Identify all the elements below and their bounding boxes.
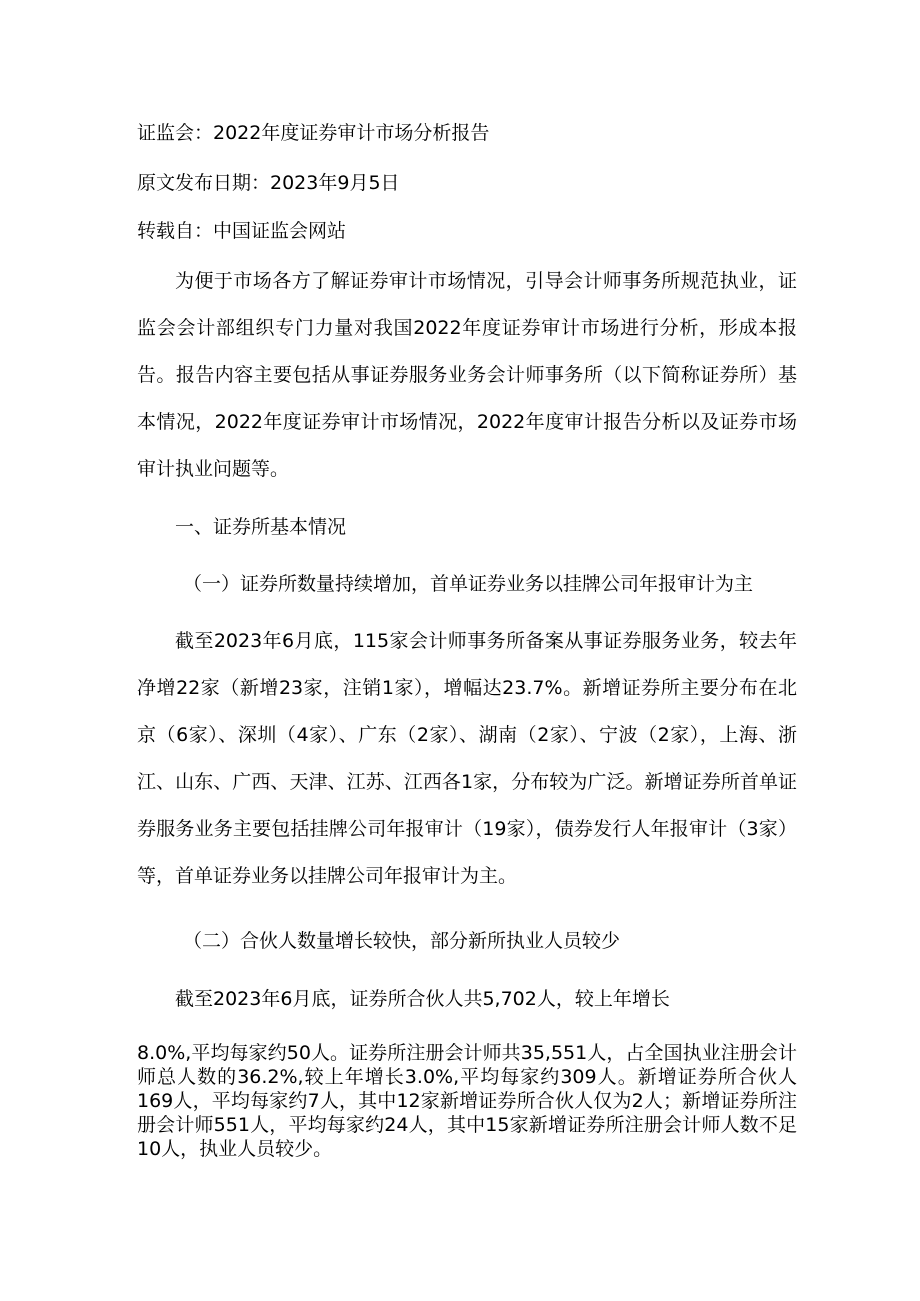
subsection-1-paragraph: 截至2023年6月底，115家会计师事务所备案从事证券服务业务，较去年净增22家（新增23家，注销1家），增幅达23.7%。新增证券所主要分布在北京（6家）、深圳（4家）、广东（2家）、湖南（2家）、宁波（2家），上海、浙江、山东、广西、天津、江苏、江西各1家，分布较为广泛。新增证券所首单证券服务业务主要包括挂牌公司年报审计（19家），债券发行人年报审计（3家）等，首单证券业务以挂牌公司年报审计为主。 xyxy=(137,630,797,887)
intro-paragraph: 为便于市场各方了解证券审计市场情况，引导会计师事务所规范执业，证监会会计部组织专门力量对我国2022年度证券审计市场进行分析，形成本报告。报告内容主要包括从事证券服务业务会计师事务所（以下简称证券所）基本情况，2022年度证券审计市场情况，2022年度审计报告分析以及证券市场审计执业问题等。 xyxy=(137,270,797,480)
source-line: 转载自：中国证监会网站 xyxy=(137,220,347,242)
document-title: 证监会：2022年度证券审计市场分析报告 xyxy=(137,122,490,144)
subsection-2-paragraph-first-line: 截至2023年6月底，证券所合伙人共5,702人，较上年增长 xyxy=(175,988,670,1010)
section-heading-1: 一、证券所基本情况 xyxy=(175,516,347,538)
subsection-heading-1: （一）证券所数量持续增加，首单证券业务以挂牌公司年报审计为主 xyxy=(183,573,754,595)
publish-date: 原文发布日期：2023年9月5日 xyxy=(137,172,400,194)
subsection-2-paragraph-rest: 8.0%,平均每家约50人。证券所注册会计师共35,551人，占全国执业注册会计师总人数的36.2%,较上年增长3.0%,平均每家约309人。新增证券所合伙人169人，平均每家约7人，其中12家新增证券所合伙人仅为2人；新增证券所注册会计师551人，平均每家约24人，其中15家新增证券所注册会计师人数不足10人，执业人员较少。 xyxy=(137,1042,797,1160)
subsection-heading-2: （二）合伙人数量增长较快，部分新所执业人员较少 xyxy=(183,930,621,952)
